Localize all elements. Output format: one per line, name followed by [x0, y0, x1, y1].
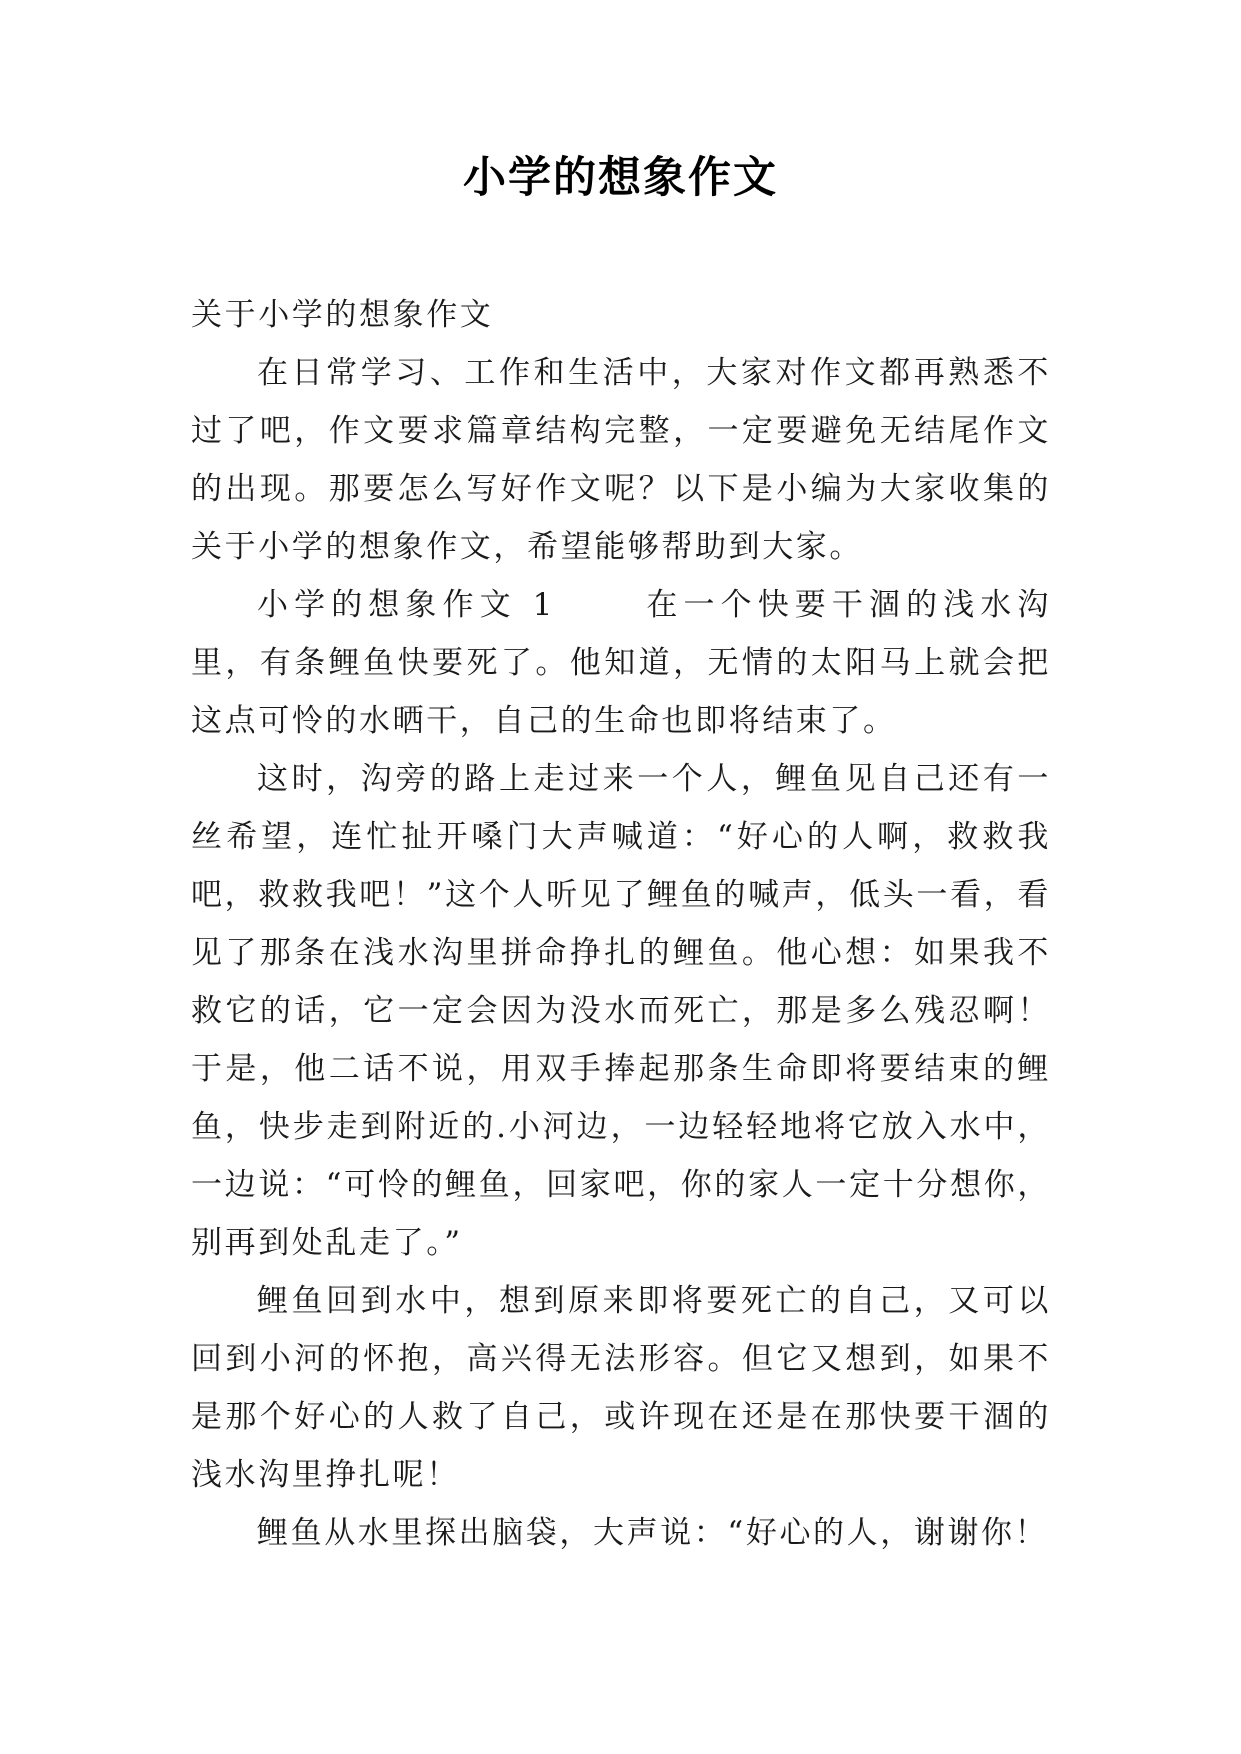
paragraph-passerby: 这时，沟旁的路上走过来一个人，鲤鱼见自己还有一丝希望，连忙扯开嗓门大声喊道：“好心的人啊，救救我吧，救救我吧！”这个人听见了鲤鱼的喊声，低头一看，看见了那条在浅水沟里拼命挣扎的鲤鱼。他心想：如果我不救它的话，它一定会因为没水而死亡，那是多么残忍啊！于是，他二话不说，用双手捧起那条生命即将要结束的鲤鱼，快步走到附近的.小河边，一边轻轻地将它放入水中，一边说：“可怜的鲤鱼，回家吧，你的家人一定十分想你，别再到处乱走了。” [191, 761, 1051, 1261]
paragraph-section-1 [191, 576, 1051, 750]
document-title: 小学的想象作文 [463, 153, 778, 203]
paragraph-intro: 在日常学习、工作和生活中，大家对作文都再熟悉不过了吧，作文要求篇章结构完整，一定要避免无结尾作文的出现。那要怎么写好作文呢？以下是小编为大家收集的关于小学的想象作文，希望能够帮助到大家。 [191, 355, 1051, 565]
document-body [191, 286, 1051, 1562]
section-heading: 小学的想象作文 1 [257, 587, 555, 623]
document-subtitle: 关于小学的想象作文 [191, 297, 494, 333]
section-1-text: 在一个快要干涸的浅水沟里，有条鲤鱼快要死了。他知道，无情的太阳马上就会把这点可怜的水晒干，自己的生命也即将结束了。 [191, 587, 1051, 739]
paragraph-back-in-water: 鲤鱼回到水中，想到原来即将要死亡的自己，又可以回到小河的怀抱，高兴得无法形容。但它又想到，如果不是那个好心的人救了自己，或许现在还是在那快要干涸的浅水沟里挣扎呢！ [191, 1283, 1051, 1493]
paragraph-thanks: 鲤鱼从水里探出脑袋，大声说：“好心的人，谢谢你！ [257, 1515, 1049, 1551]
